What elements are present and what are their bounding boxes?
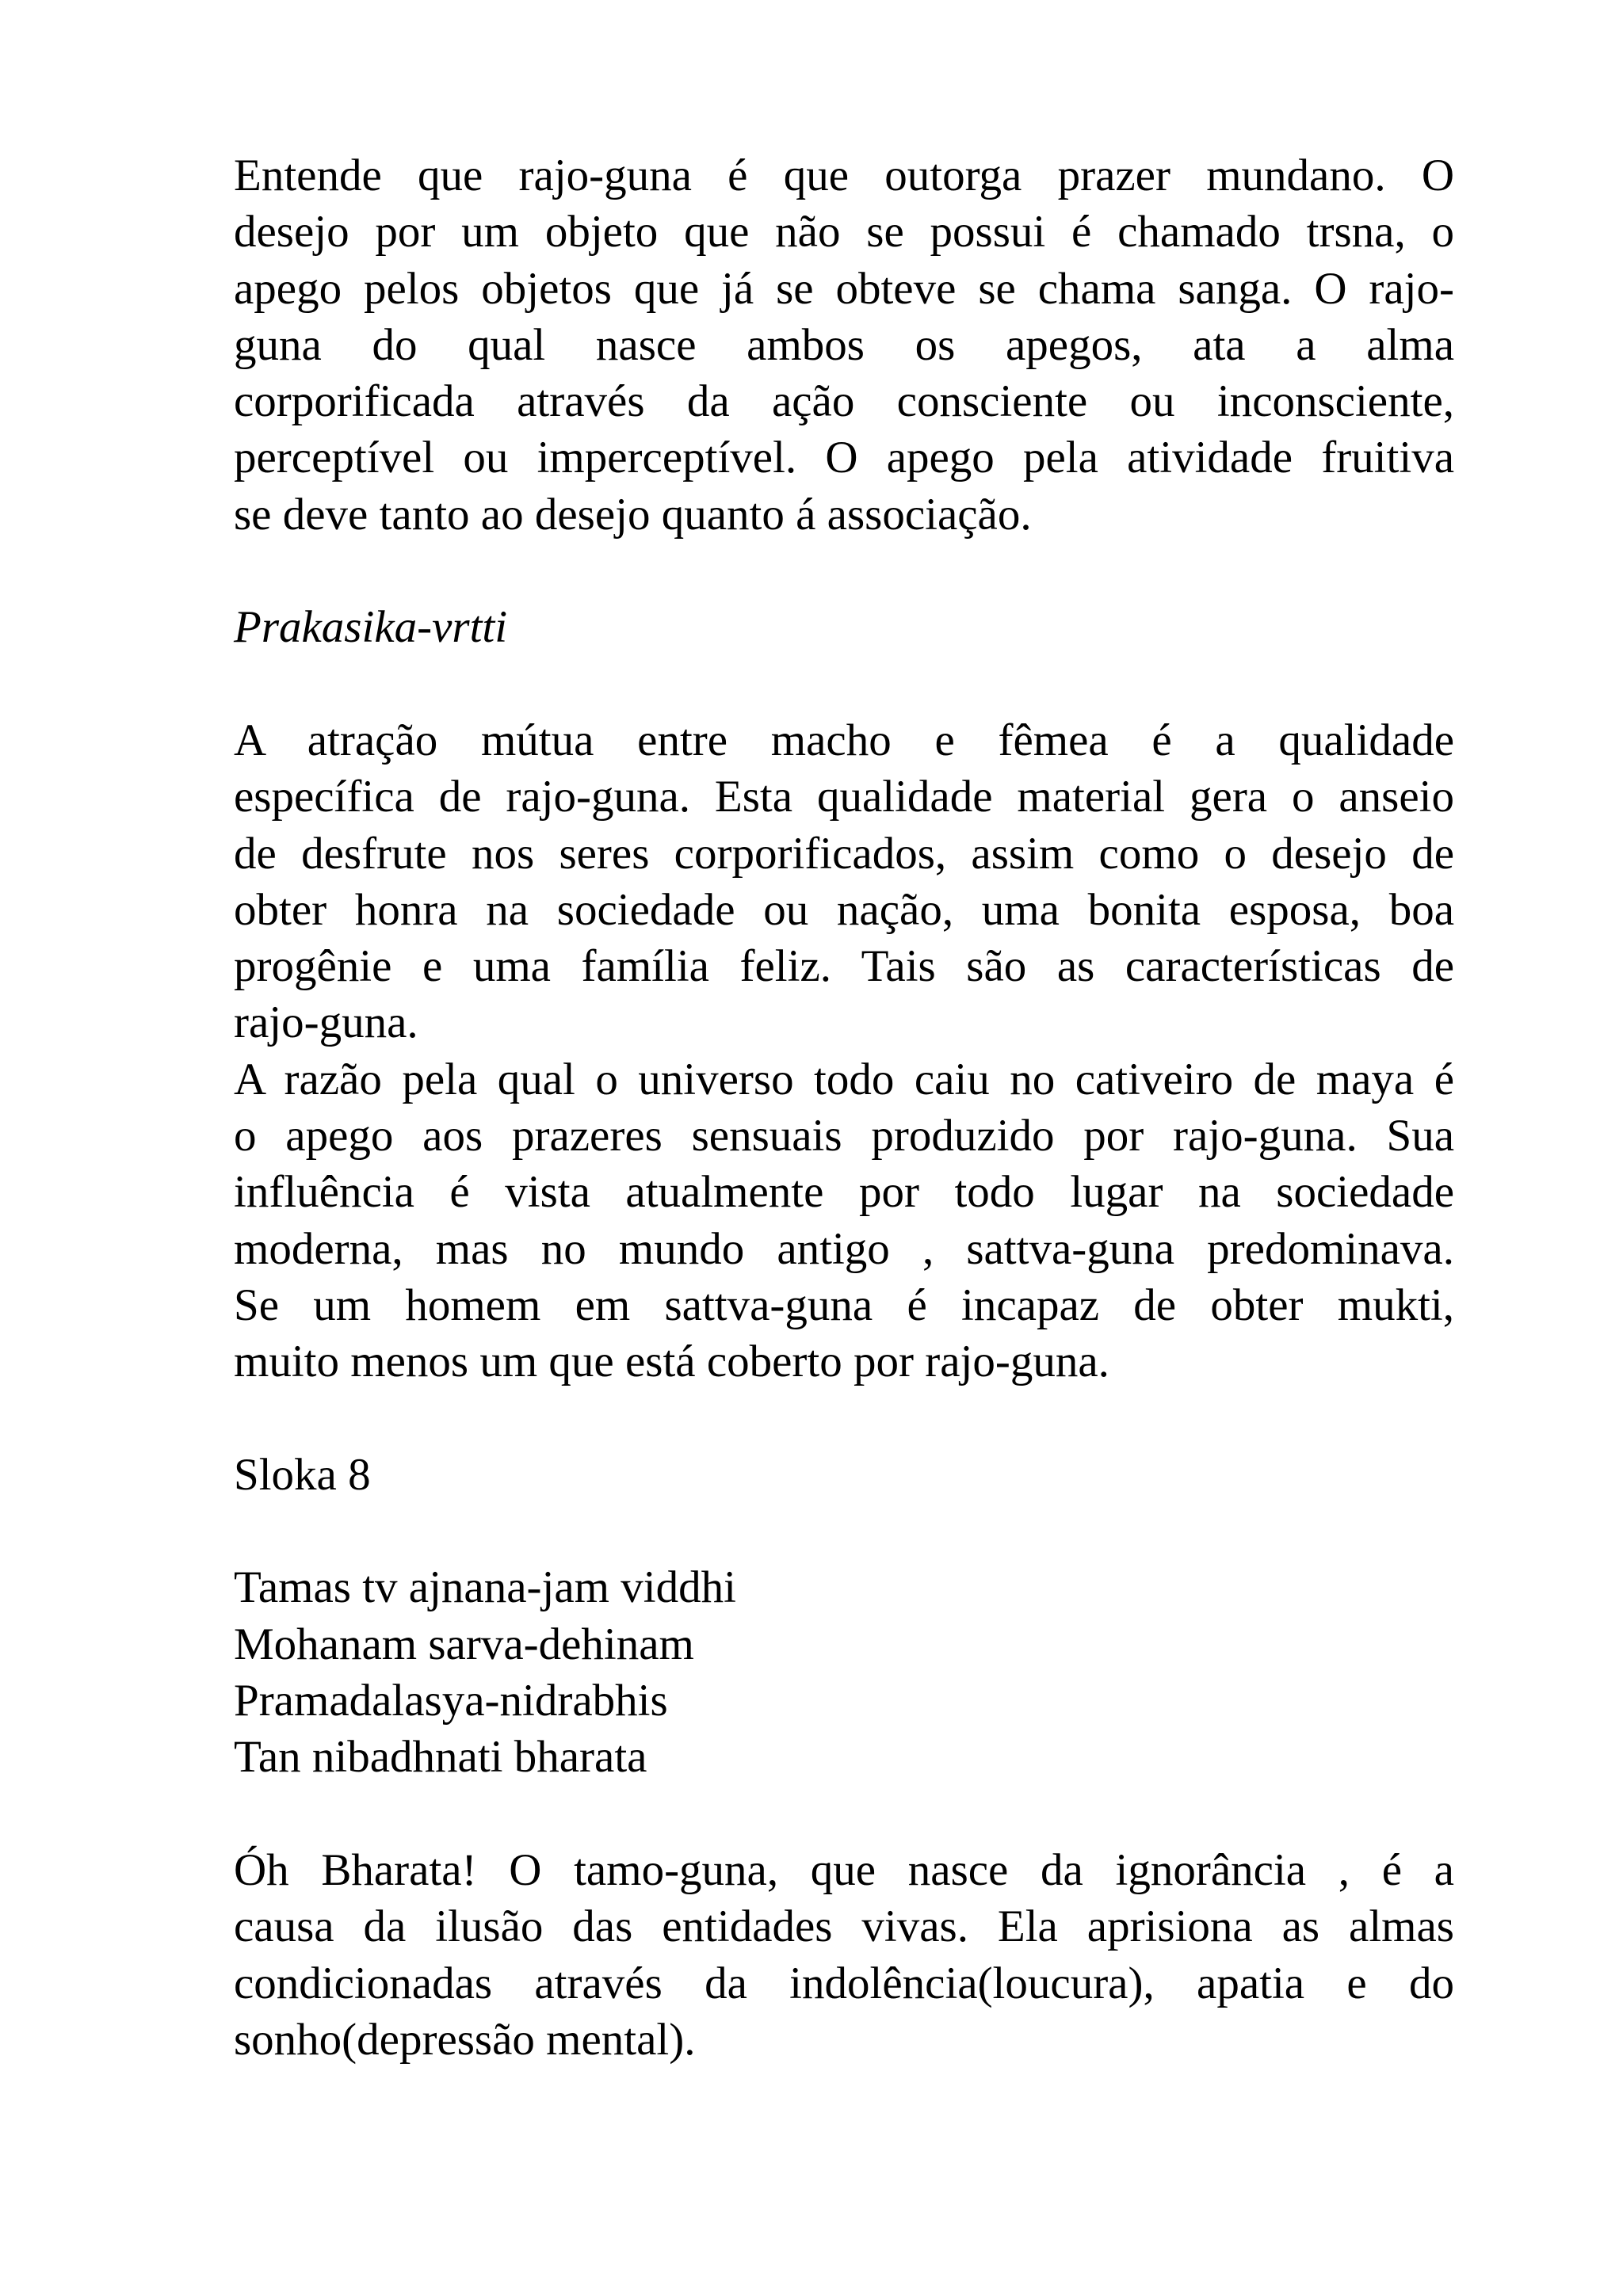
text-line: A atração mútua entre macho e fêmea é a qualidade — [234, 715, 1454, 765]
sloka-heading: Sloka 8 — [234, 1449, 371, 1500]
text-line: de desfrute nos seres corporificados, assim como o desejo de — [234, 828, 1454, 879]
verse-line: Tamas tv ajnana-jam viddhi — [234, 1562, 736, 1613]
text-line: obter honra na sociedade ou nação, uma bonita esposa, boa — [234, 884, 1454, 935]
verse-line: Pramadalasya-nidrabhis — [234, 1676, 668, 1726]
text-line: específica de rajo-guna. Esta qualidade material gera o anseio — [234, 772, 1454, 822]
document-page — [234, 147, 1454, 2068]
text-line: se deve tanto ao desejo quanto á associação. — [234, 489, 1032, 540]
text-line: Entende que rajo-guna é que outorga prazer mundano. O — [234, 151, 1454, 200]
verse-line: Tan nibadhnati bharata — [234, 1732, 647, 1783]
text-line: sonho(depressão mental). — [234, 2014, 696, 2065]
text-line: o apego aos prazeres sensuais produzido por rajo-guna. Sua — [234, 1111, 1454, 1161]
text-line: influência é vista atualmente por todo lugar na sociedade — [234, 1167, 1454, 1218]
text-line: apego pelos objetos que já se obteve se chama sanga. O rajo- — [234, 263, 1454, 314]
text-line: muito menos um que está coberto por rajo-guna. — [234, 1337, 1109, 1387]
verse-line: Mohanam sarva-dehinam — [234, 1619, 694, 1669]
paragraph-tamo-guna-translation — [234, 1842, 1454, 2068]
text-line: Óh Bharata! O tamo-guna, que nasce da ignorância , é a — [234, 1844, 1454, 1895]
text-line: condicionadas através da indolência(loucura), apatia e do — [234, 1958, 1454, 2008]
text-line: Se um homem em sattva-guna é incapaz de obter mukti, — [234, 1280, 1454, 1330]
sloka-verse — [234, 1559, 1454, 1785]
text-line: moderna, mas no mundo antigo , sattva-guna predominava. — [234, 1223, 1454, 1274]
paragraph-rajo-guna-attachment — [234, 147, 1454, 543]
text-line: perceptível ou imperceptível. O apego pela atividade fruitiva — [234, 433, 1454, 483]
paragraph-maya-bondage — [234, 1051, 1454, 1390]
text-line: desejo por um objeto que não se possui é chamado trsna, o — [234, 207, 1454, 257]
text-line: guna do qual nasce ambos os apegos, ata a alma — [234, 319, 1454, 370]
text-line: rajo-guna. — [234, 997, 418, 1048]
paragraph-mutual-attraction — [234, 712, 1454, 1051]
text-line: corporificada através da ação consciente ou inconsciente, — [234, 376, 1454, 427]
text-line: A razão pela qual o universo todo caiu no cativeiro de maya é — [234, 1054, 1454, 1104]
commentary-heading: Prakasika-vrtti — [234, 602, 508, 653]
text-line: progênie e uma família feliz. Tais são as características de — [234, 941, 1454, 992]
text-line: causa da ilusão das entidades vivas. Ela aprisiona as almas — [234, 1901, 1454, 1952]
